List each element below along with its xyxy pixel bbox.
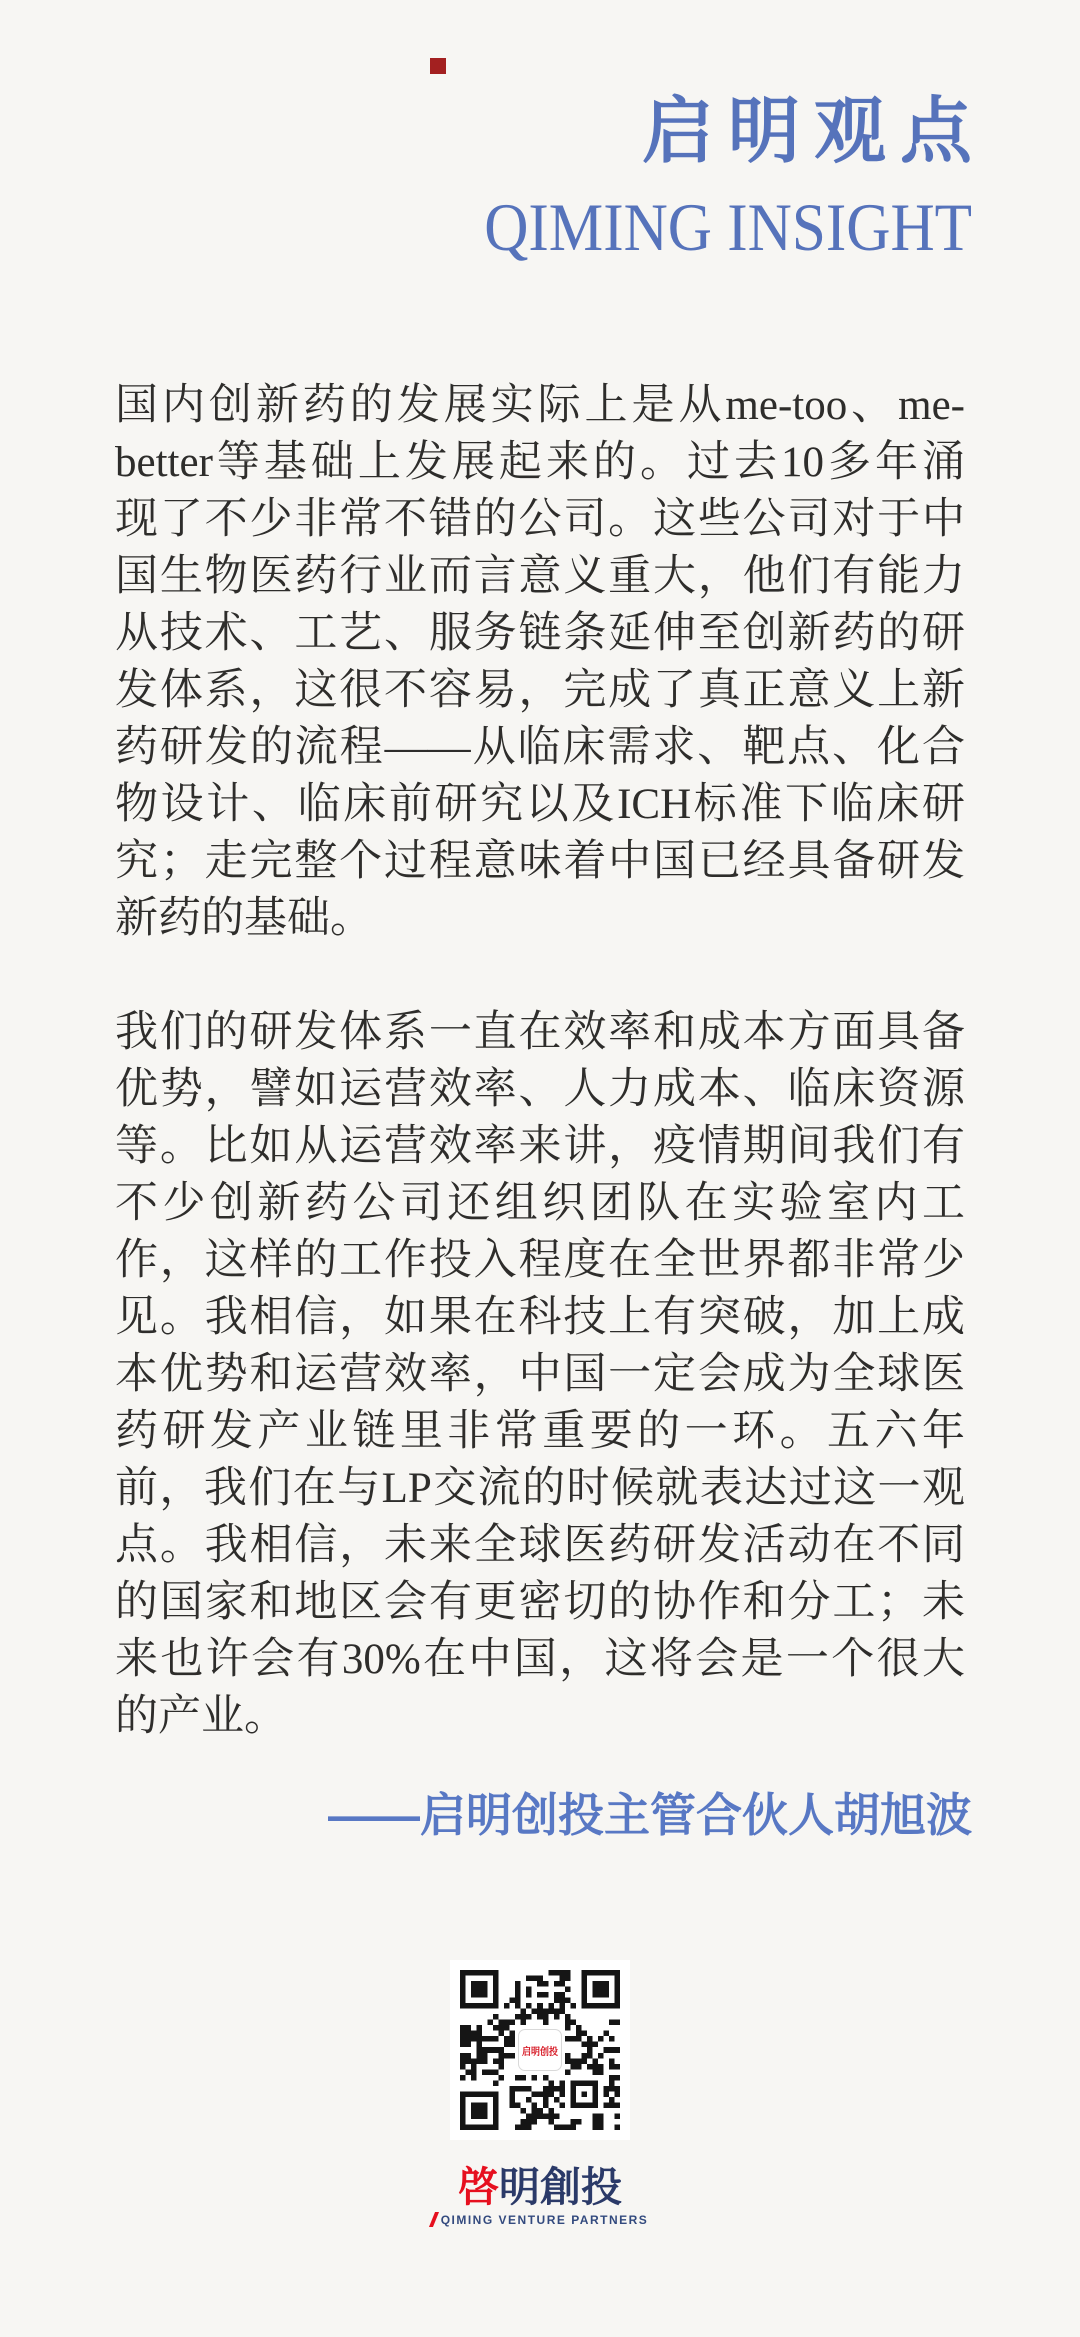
text-line: 药研发的流程——从临床需求、靶点、化合 [115,724,965,771]
attribution-line: ——启明创投主管合伙人胡旭波 [328,1789,972,1841]
text-line: 的产业。 [115,1693,287,1740]
wechat-qr-code [450,1960,630,2140]
text-line: 优势，譬如运营效率、人力成本、临床资源 [115,1066,965,1113]
text-line: 本优势和运营效率，中国一定会成为全球医 [115,1351,965,1398]
logo-tagline-text: QIMING VENTURE PARTNERS [440,2212,649,2227]
text-line: 前，我们在与LP交流的时候就表达过这一观 [115,1465,965,1512]
company-logo-tagline [0,2212,1080,2227]
text-line: 从技术、工艺、服务链条延伸至创新药的研 [115,610,965,657]
text-line: 新药的基础。 [115,895,373,942]
text-line: 物设计、临床前研究以及ICH标准下临床研 [115,781,965,828]
paragraph-1 [115,377,965,947]
paragraph-2 [115,1004,965,1745]
text-line: 国生物医药行业而言意义重大，他们有能力 [115,553,965,600]
page-subtitle: QIMING INSIGHT [484,189,972,265]
logo-red-stroke-icon [429,2212,439,2227]
text-line: 不少创新药公司还组织团队在实验室内工 [115,1180,965,1227]
text-line: 我们的研发体系一直在效率和成本方面具备 [115,1009,965,1056]
text-line: 发体系，这很不容易，完成了真正意义上新 [115,667,965,714]
qr-center-logo-text: 启明创投 [522,2046,558,2058]
text-line: 来也许会有30%在中国，这将会是一个很大 [115,1636,965,1683]
page-title: 启明观点 [641,92,986,172]
qr-center-logo-badge [518,2029,562,2071]
text-line: 作，这样的工作投入程度在全世界都非常少 [115,1237,965,1284]
text-line: 药研发产业链里非常重要的一环。五六年 [115,1408,965,1455]
company-logo [0,2165,1080,2227]
header [430,92,986,265]
text-line: 现了不少非常不错的公司。这些公司对于中 [115,496,965,543]
text-line: 的国家和地区会有更密切的协作和分工；未 [115,1579,965,1626]
decor-red-square [430,58,446,74]
company-logo-wordmark [0,2165,1080,2209]
text-line: 究；走完整个过程意味着中国已经具备研发 [115,838,965,885]
logo-chars-navy: 明創投 [499,2164,622,2210]
logo-char-red: 啓 [458,2164,499,2210]
text-line: 点。我相信，未来全球医药研发活动在不同 [115,1522,965,1569]
text-line: better等基础上发展起来的。过去10多年涌 [115,439,965,486]
text-line: 见。我相信，如果在科技上有突破，加上成 [115,1294,965,1341]
text-line: 等。比如从运营效率来讲，疫情期间我们有 [115,1123,965,1170]
text-line: 国内创新药的发展实际上是从me-too、me- [115,382,965,429]
